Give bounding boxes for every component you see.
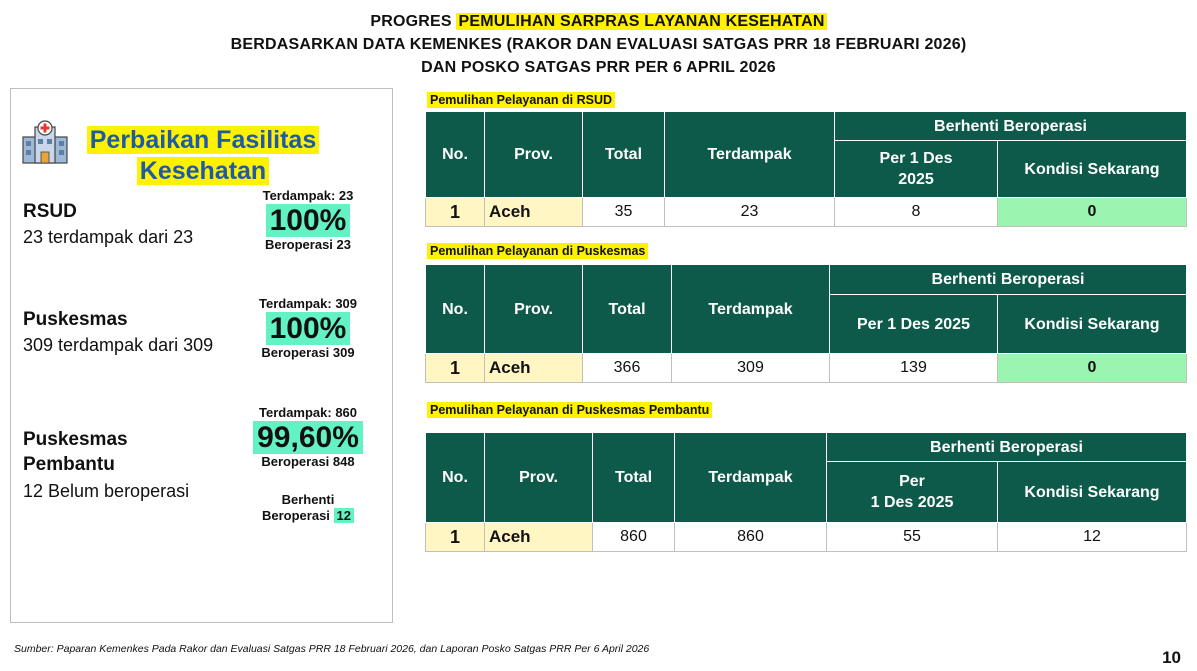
- col-no: No.: [426, 433, 485, 523]
- col-prov: Prov.: [485, 112, 583, 198]
- puskesmas-operating: Beroperasi 309: [261, 345, 355, 360]
- page-subtitle-2: DAN POSKO SATGAS PRR PER 6 APRIL 2026: [421, 59, 776, 76]
- pustu-percent: 99,60%: [253, 421, 363, 454]
- col-affected: Terdampak: [665, 112, 835, 198]
- col-per-dec: Per 1 Des 2025: [835, 141, 998, 198]
- col-per-dec: Per 1 Des 2025: [830, 295, 998, 354]
- pustu-affected: Terdampak: 860: [258, 405, 358, 420]
- col-total: Total: [593, 433, 675, 523]
- facility-summary-panel: [10, 88, 393, 623]
- col-total: Total: [583, 265, 672, 354]
- puskesmas-stat: [245, 296, 371, 361]
- col-prov: Prov.: [485, 265, 583, 354]
- rsud-affected: Terdampak: 23: [262, 188, 354, 203]
- col-no: No.: [426, 265, 485, 354]
- page-number: 10: [1162, 648, 1181, 667]
- col-current: Kondisi Sekarang: [998, 141, 1187, 198]
- table-row: 1 Aceh 35 23 8 0: [426, 198, 1187, 227]
- puskesmas-table-subtitle: Pemulihan Pelayanan di Puskesmas: [427, 243, 648, 259]
- pustu-operating: Beroperasi 848: [261, 454, 355, 469]
- rsud-table-subtitle: Pemulihan Pelayanan di RSUD: [427, 92, 615, 108]
- col-prov: Prov.: [485, 433, 593, 523]
- hospital-icon: [21, 119, 69, 165]
- pustu-stopped-value: 12: [334, 508, 354, 523]
- puskesmas-label: Puskesmas: [23, 309, 128, 330]
- rsud-percent: 100%: [266, 204, 351, 237]
- page-title: PROGRES PEMULIHAN SARPRAS LAYANAN KESEHATAN: [370, 13, 825, 30]
- col-affected: Terdampak: [675, 433, 827, 523]
- title-highlight: PEMULIHAN SARPRAS LAYANAN KESEHATAN: [458, 13, 825, 30]
- col-current: Kondisi Sekarang: [998, 462, 1187, 523]
- rsud-operating: Beroperasi 23: [265, 237, 351, 252]
- col-current: Kondisi Sekarang: [998, 295, 1187, 354]
- table-row: 1 Aceh 366 309 139 0: [426, 354, 1187, 383]
- rsud-description: 23 terdampak dari 23: [23, 227, 194, 247]
- rsud-table: [425, 111, 1187, 227]
- puskesmas-affected: Terdampak: 309: [258, 296, 358, 311]
- puskesmas-percent: 100%: [266, 312, 351, 345]
- pustu-table: [425, 432, 1187, 552]
- col-no: No.: [426, 112, 485, 198]
- pustu-stat: [243, 405, 373, 470]
- pustu-stopped: Berhenti Beroperasi 12: [243, 492, 373, 524]
- rsud-label: RSUD: [23, 201, 77, 222]
- col-affected: Terdampak: [672, 265, 830, 354]
- puskesmas-description: 309 terdampak dari 309: [23, 335, 214, 355]
- puskesmas-table: [425, 264, 1187, 383]
- col-group-stopped: Berhenti Beroperasi: [827, 433, 1187, 462]
- col-group-stopped: Berhenti Beroperasi: [830, 265, 1187, 295]
- pustu-table-subtitle: Pemulihan Pelayanan di Puskesmas Pembantu: [427, 402, 712, 418]
- col-group-stopped: Berhenti Beroperasi: [835, 112, 1187, 141]
- page-subtitle-1: BERDASARKAN DATA KEMENKES (RAKOR DAN EVALUASI SATGAS PRR 18 FEBRUARI 2026): [230, 36, 967, 53]
- rsud-stat: [247, 188, 369, 253]
- pustu-label: Puskesmas Pembantu: [23, 429, 128, 475]
- col-total: Total: [583, 112, 665, 198]
- col-per-dec: Per 1 Des 2025: [827, 462, 998, 523]
- pustu-description: 12 Belum beroperasi: [23, 481, 190, 501]
- source-note: Sumber: Paparan Kemenkes Pada Rakor dan Evaluasi Satgas PRR 18 Februari 2026, dan Laporan Posko Satgas PRR Per 6 April 2026: [14, 643, 650, 655]
- table-row: 1 Aceh 860 860 55 12: [426, 523, 1187, 552]
- panel-title: Perbaikan Fasilitas Kesehatan: [69, 125, 337, 187]
